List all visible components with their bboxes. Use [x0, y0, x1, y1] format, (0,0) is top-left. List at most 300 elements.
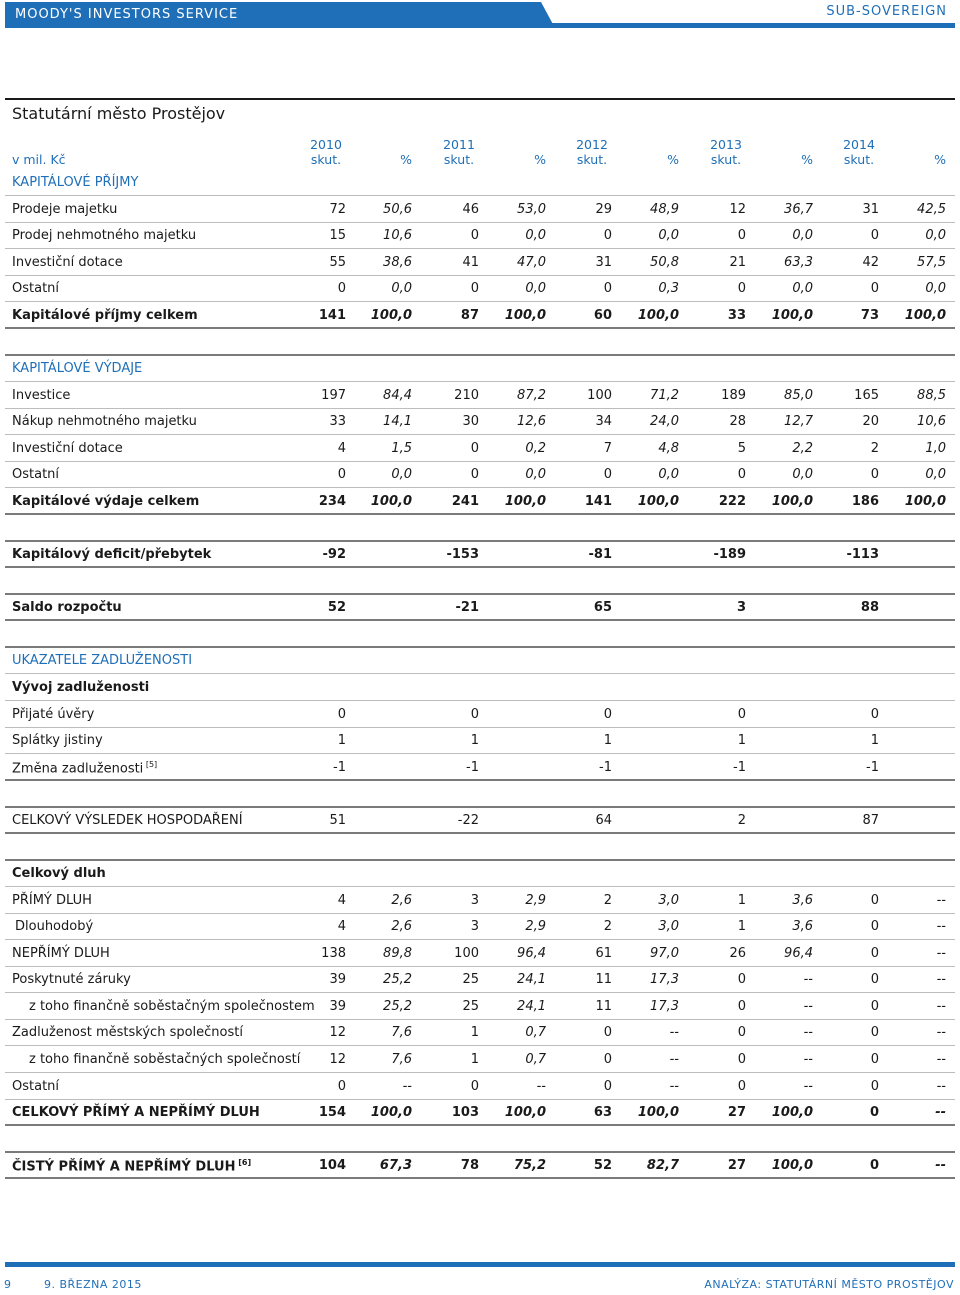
value-cell: -1: [333, 760, 346, 775]
row-label: z toho finančně soběstačným společnostem: [29, 999, 315, 1014]
percent-cell: 25,2: [383, 972, 412, 987]
row-label: PŘÍMÝ DLUH: [12, 893, 92, 908]
row-label: Prodeje majetku: [12, 202, 118, 217]
percent-cell: 100,0: [771, 1158, 813, 1173]
percent-cell: 2,9: [525, 919, 546, 934]
value-cell: 73: [860, 308, 879, 323]
row-rule: [5, 434, 955, 435]
value-cell: 51: [329, 813, 346, 828]
row-label: Celkový dluh: [12, 866, 106, 881]
percent-cell: 57,5: [917, 255, 946, 270]
percent-cell: 0,0: [658, 228, 679, 243]
percent-cell: 96,4: [517, 946, 546, 961]
percent-cell: 3,6: [792, 893, 813, 908]
row-label: Kapitálové výdaje celkem: [12, 494, 200, 509]
value-cell: -153: [446, 547, 479, 562]
percent-cell: 100,0: [504, 308, 546, 323]
value-cell: 12: [329, 1025, 346, 1040]
value-cell: 0: [870, 1025, 879, 1040]
table-row: [5, 409, 955, 435]
value-cell: 65: [593, 600, 612, 615]
year-header: [567, 137, 617, 167]
year-header: [301, 137, 351, 167]
row-rule: [5, 513, 955, 515]
row-label: Kapitálové příjmy celkem: [12, 308, 198, 323]
actual-label: skut.: [443, 152, 475, 167]
value-cell: 1: [470, 1025, 479, 1040]
table-row: [5, 967, 955, 993]
value-cell: 0: [869, 1105, 879, 1120]
row-label: z toho finančně soběstačných společností: [29, 1052, 301, 1067]
value-cell: 46: [462, 202, 479, 217]
value-cell: 0: [737, 1079, 746, 1094]
percent-cell: 100,0: [370, 494, 412, 509]
percent-cell: --: [536, 1079, 546, 1094]
row-rule: [5, 1124, 955, 1126]
percent-cell: 17,3: [650, 999, 679, 1014]
table-row: [5, 250, 955, 276]
percent-cell: 100,0: [904, 494, 946, 509]
value-cell: 234: [318, 494, 346, 509]
value-cell: 3: [470, 893, 479, 908]
value-cell: -21: [455, 600, 479, 615]
value-cell: 103: [451, 1105, 479, 1120]
value-cell: 20: [862, 414, 879, 429]
value-cell: 0: [337, 467, 346, 482]
value-cell: 26: [729, 946, 746, 961]
row-label: UKAZATELE ZADLUŽENOSTI: [12, 653, 193, 668]
percent-cell: 100,0: [637, 308, 679, 323]
value-cell: 165: [854, 388, 879, 403]
row-label: Prodej nehmotného majetku: [12, 228, 197, 243]
row-label: KAPITÁLOVÉ VÝDAJE: [12, 361, 143, 376]
percent-cell: --: [935, 1105, 946, 1120]
percent-cell: 87,2: [517, 388, 546, 403]
table-row: [5, 648, 955, 674]
value-cell: 11: [595, 972, 612, 987]
value-cell: 0: [870, 919, 879, 934]
actual-label: skut.: [310, 152, 342, 167]
percent-cell: 100,0: [370, 308, 412, 323]
value-cell: 189: [721, 388, 746, 403]
footnote-ref: [6]: [235, 1158, 252, 1167]
row-rule: [5, 753, 955, 754]
percent-cell: 47,0: [517, 255, 546, 270]
value-cell: 0: [737, 467, 746, 482]
percent-cell: 71,2: [650, 388, 679, 403]
value-cell: 42: [862, 255, 879, 270]
percent-cell: --: [936, 1025, 946, 1040]
row-rule: [5, 832, 955, 834]
percent-cell: 12,6: [517, 414, 546, 429]
percent-cell: 100,0: [637, 494, 679, 509]
percent-cell: 4,8: [658, 441, 679, 456]
percent-header: %: [801, 152, 813, 167]
table-row: [5, 1047, 955, 1073]
table-row: [5, 436, 955, 462]
percent-cell: 24,1: [517, 999, 546, 1014]
percent-cell: 0,0: [525, 228, 546, 243]
value-cell: 27: [727, 1158, 746, 1173]
value-cell: 4: [337, 441, 346, 456]
value-cell: 64: [595, 813, 612, 828]
value-cell: 31: [595, 255, 612, 270]
row-rule: [5, 619, 955, 621]
value-cell: 0: [870, 1052, 879, 1067]
table-row: [5, 1020, 955, 1046]
row-rule: [5, 673, 955, 674]
value-cell: 3: [470, 919, 479, 934]
value-cell: 11: [595, 999, 612, 1014]
value-cell: 0: [870, 707, 879, 722]
row-label: Investiční dotace: [12, 441, 123, 456]
percent-cell: 1,0: [925, 441, 946, 456]
table-row: [5, 1100, 955, 1126]
value-cell: 0: [737, 999, 746, 1014]
spacer-row: [5, 330, 955, 356]
percent-cell: 25,2: [383, 999, 412, 1014]
value-cell: 52: [593, 1158, 612, 1173]
value-cell: 4: [337, 919, 346, 934]
row-label: Investiční dotace: [12, 255, 123, 270]
report-header: [5, 2, 955, 28]
value-cell: 138: [321, 946, 346, 961]
value-cell: 0: [870, 893, 879, 908]
table-row: [5, 755, 955, 781]
table-row: [5, 941, 955, 967]
value-cell: -1: [866, 760, 879, 775]
row-label: Dlouhodobý: [15, 919, 94, 934]
table-row: [5, 595, 955, 621]
year-label: 2011: [443, 137, 475, 152]
percent-cell: 85,0: [784, 388, 813, 403]
percent-cell: 2,2: [792, 441, 813, 456]
percent-cell: 2,6: [391, 919, 412, 934]
row-label: Ostatní: [12, 467, 60, 482]
value-cell: 39: [329, 999, 346, 1014]
percent-cell: 0,0: [925, 281, 946, 296]
year-header: [834, 137, 884, 167]
percent-cell: --: [936, 972, 946, 987]
percent-cell: 3,6: [792, 919, 813, 934]
value-cell: 0: [470, 707, 479, 722]
value-cell: 60: [593, 308, 612, 323]
row-rule: [5, 1072, 955, 1073]
report-date: 9. BŘEZNA 2015: [44, 1278, 142, 1291]
percent-cell: 0,3: [658, 281, 679, 296]
value-cell: 15: [329, 228, 346, 243]
spacer-row: [5, 782, 955, 808]
row-rule: [5, 566, 955, 568]
value-cell: 12: [329, 1052, 346, 1067]
value-cell: 78: [460, 1158, 479, 1173]
percent-cell: 0,0: [925, 467, 946, 482]
value-cell: 2: [603, 919, 612, 934]
value-cell: 25: [462, 972, 479, 987]
percent-header: %: [534, 152, 546, 167]
percent-header: %: [400, 152, 412, 167]
table-row: [5, 808, 955, 834]
percent-cell: 12,7: [784, 414, 813, 429]
value-cell: 7: [603, 441, 612, 456]
value-cell: 0: [603, 467, 612, 482]
percent-cell: 67,3: [379, 1158, 412, 1173]
row-rule: [5, 939, 955, 940]
value-cell: 0: [337, 1079, 346, 1094]
actual-label: skut.: [843, 152, 875, 167]
row-rule: [5, 195, 955, 196]
percent-cell: 24,1: [517, 972, 546, 987]
percent-cell: --: [402, 1079, 412, 1094]
table-row: [5, 861, 955, 887]
percent-cell: 38,6: [383, 255, 412, 270]
value-cell: -92: [322, 547, 346, 562]
value-cell: 25: [462, 999, 479, 1014]
report-category: SUB-SOVEREIGN: [826, 4, 947, 19]
percent-cell: 89,8: [383, 946, 412, 961]
percent-cell: 3,0: [658, 919, 679, 934]
row-label: Saldo rozpočtu: [12, 600, 122, 615]
value-cell: 1: [737, 893, 746, 908]
unit-label: v mil. Kč: [12, 152, 66, 167]
value-cell: 0: [470, 1079, 479, 1094]
percent-cell: 0,0: [525, 281, 546, 296]
percent-cell: 100,0: [771, 494, 813, 509]
value-cell: -113: [846, 547, 879, 562]
percent-cell: 100,0: [637, 1105, 679, 1120]
percent-cell: 100,0: [504, 1105, 546, 1120]
percent-cell: 53,0: [517, 202, 546, 217]
percent-cell: 100,0: [771, 308, 813, 323]
value-cell: 31: [862, 202, 879, 217]
table-row: [5, 462, 955, 488]
percent-cell: --: [803, 972, 813, 987]
value-cell: 0: [870, 281, 879, 296]
percent-header: %: [934, 152, 946, 167]
row-rule: [5, 992, 955, 993]
percent-cell: 0,0: [391, 467, 412, 482]
value-cell: 100: [587, 388, 612, 403]
value-cell: 4: [337, 893, 346, 908]
value-cell: 241: [451, 494, 479, 509]
percent-cell: 0,0: [925, 228, 946, 243]
value-cell: 0: [870, 467, 879, 482]
value-cell: -189: [713, 547, 746, 562]
value-cell: 33: [727, 308, 746, 323]
percent-cell: 7,6: [391, 1052, 412, 1067]
value-cell: 87: [862, 813, 879, 828]
value-cell: 0: [737, 1052, 746, 1067]
value-cell: 1: [337, 733, 346, 748]
value-cell: 141: [584, 494, 612, 509]
table-row: [5, 223, 955, 249]
value-cell: 0: [870, 946, 879, 961]
value-cell: 1: [603, 733, 612, 748]
percent-cell: 24,0: [650, 414, 679, 429]
percent-cell: 0,7: [525, 1052, 546, 1067]
value-cell: 222: [718, 494, 746, 509]
value-cell: 39: [329, 972, 346, 987]
percent-cell: 10,6: [383, 228, 412, 243]
value-cell: 87: [460, 308, 479, 323]
footnote-ref: [5]: [143, 760, 158, 769]
row-rule: [5, 1045, 955, 1046]
row-label: Nákup nehmotného majetku: [12, 414, 197, 429]
spacer-row: [5, 1127, 955, 1153]
percent-cell: 0,0: [792, 228, 813, 243]
spacer-row: [5, 622, 955, 648]
value-cell: 0: [870, 1079, 879, 1094]
table-row: [5, 702, 955, 728]
value-cell: 0: [603, 228, 612, 243]
value-cell: 88: [860, 600, 879, 615]
percent-cell: --: [803, 999, 813, 1014]
table-top-rule: [5, 98, 955, 100]
table-row: [5, 888, 955, 914]
value-cell: 1: [470, 733, 479, 748]
table-row: [5, 276, 955, 302]
year-label: 2012: [576, 137, 608, 152]
percent-cell: 48,9: [650, 202, 679, 217]
percent-header: %: [667, 152, 679, 167]
table-row: [5, 197, 955, 223]
percent-cell: 84,4: [383, 388, 412, 403]
value-cell: 63: [593, 1105, 612, 1120]
publisher-name: MOODY'S INVESTORS SERVICE: [15, 7, 239, 22]
percent-cell: 82,7: [646, 1158, 679, 1173]
percent-cell: --: [936, 893, 946, 908]
percent-cell: --: [936, 1079, 946, 1094]
percent-cell: --: [803, 1079, 813, 1094]
percent-cell: 0,0: [391, 281, 412, 296]
percent-cell: 100,0: [370, 1105, 412, 1120]
percent-cell: --: [936, 999, 946, 1014]
percent-cell: 50,6: [383, 202, 412, 217]
row-label: Ostatní: [12, 281, 60, 296]
row-rule: [5, 381, 955, 382]
value-cell: 52: [327, 600, 346, 615]
value-cell: 27: [727, 1105, 746, 1120]
year-header: [701, 137, 751, 167]
percent-cell: 10,6: [917, 414, 946, 429]
value-cell: 41: [462, 255, 479, 270]
value-cell: 2: [603, 893, 612, 908]
row-label: Splátky jistiny: [12, 733, 103, 748]
value-cell: 154: [318, 1105, 346, 1120]
percent-cell: 17,3: [650, 972, 679, 987]
value-cell: 55: [329, 255, 346, 270]
percent-cell: 50,8: [650, 255, 679, 270]
value-cell: 72: [329, 202, 346, 217]
table-row: [5, 994, 955, 1020]
table-row: [5, 1074, 955, 1100]
value-cell: 0: [737, 972, 746, 987]
percent-cell: 0,0: [792, 281, 813, 296]
percent-cell: 97,0: [650, 946, 679, 961]
value-cell: 0: [869, 1158, 879, 1173]
percent-cell: 0,2: [525, 441, 546, 456]
spacer-row: [5, 516, 955, 542]
value-cell: 12: [729, 202, 746, 217]
value-cell: -1: [599, 760, 612, 775]
value-cell: 0: [603, 1025, 612, 1040]
value-cell: 33: [329, 414, 346, 429]
value-cell: -81: [588, 547, 612, 562]
row-rule: [5, 327, 955, 329]
table-row: [5, 489, 955, 515]
row-rule: [5, 248, 955, 249]
value-cell: 0: [337, 281, 346, 296]
year-header: [434, 137, 484, 167]
row-label: Poskytnuté záruky: [12, 972, 131, 987]
table-row: [5, 383, 955, 409]
value-cell: -1: [733, 760, 746, 775]
value-cell: 0: [737, 707, 746, 722]
row-rule: [5, 487, 955, 488]
year-label: 2010: [310, 137, 342, 152]
value-cell: 3: [736, 600, 746, 615]
row-label: Zadluženost městských společností: [12, 1025, 243, 1040]
value-cell: 186: [851, 494, 879, 509]
value-cell: 1: [470, 1052, 479, 1067]
percent-cell: 1,5: [391, 441, 412, 456]
percent-cell: 75,2: [513, 1158, 546, 1173]
table-row: [5, 303, 955, 329]
value-cell: 210: [454, 388, 479, 403]
value-cell: 0: [470, 441, 479, 456]
percent-cell: 0,7: [525, 1025, 546, 1040]
percent-cell: 7,6: [391, 1025, 412, 1040]
percent-cell: --: [936, 1052, 946, 1067]
value-cell: 61: [595, 946, 612, 961]
row-label: Kapitálový deficit/přebytek: [12, 547, 212, 562]
percent-cell: --: [936, 919, 946, 934]
row-label: NEPŘÍMÝ DLUH: [12, 946, 110, 961]
table-row: [5, 542, 955, 568]
percent-cell: 0,0: [792, 467, 813, 482]
percent-cell: --: [935, 1158, 946, 1173]
value-cell: 2: [870, 441, 879, 456]
value-cell: 0: [870, 999, 879, 1014]
value-cell: 0: [603, 707, 612, 722]
percent-cell: 88,5: [917, 388, 946, 403]
percent-cell: 100,0: [504, 494, 546, 509]
table-row: [5, 728, 955, 754]
row-label: KAPITÁLOVÉ PŘÍJMY: [12, 175, 139, 190]
value-cell: 29: [595, 202, 612, 217]
value-cell: 1: [870, 733, 879, 748]
value-cell: 0: [603, 281, 612, 296]
percent-cell: 100,0: [904, 308, 946, 323]
value-cell: 34: [595, 414, 612, 429]
footer-rule: [5, 1262, 955, 1267]
percent-cell: 63,3: [784, 255, 813, 270]
row-label: ČISTÝ PŘÍMÝ A NEPŘÍMÝ DLUH [6]: [12, 1158, 252, 1175]
percent-cell: --: [936, 946, 946, 961]
spacer-row: [5, 569, 955, 595]
value-cell: 0: [470, 467, 479, 482]
value-cell: -22: [457, 813, 479, 828]
value-cell: -1: [466, 760, 479, 775]
row-rule: [5, 301, 955, 302]
table-row: [5, 170, 955, 196]
percent-cell: 0,0: [658, 467, 679, 482]
value-cell: 0: [470, 228, 479, 243]
value-cell: 28: [729, 414, 746, 429]
row-label: Přijaté úvěry: [12, 707, 95, 722]
value-cell: 0: [603, 1052, 612, 1067]
percent-cell: 3,0: [658, 893, 679, 908]
